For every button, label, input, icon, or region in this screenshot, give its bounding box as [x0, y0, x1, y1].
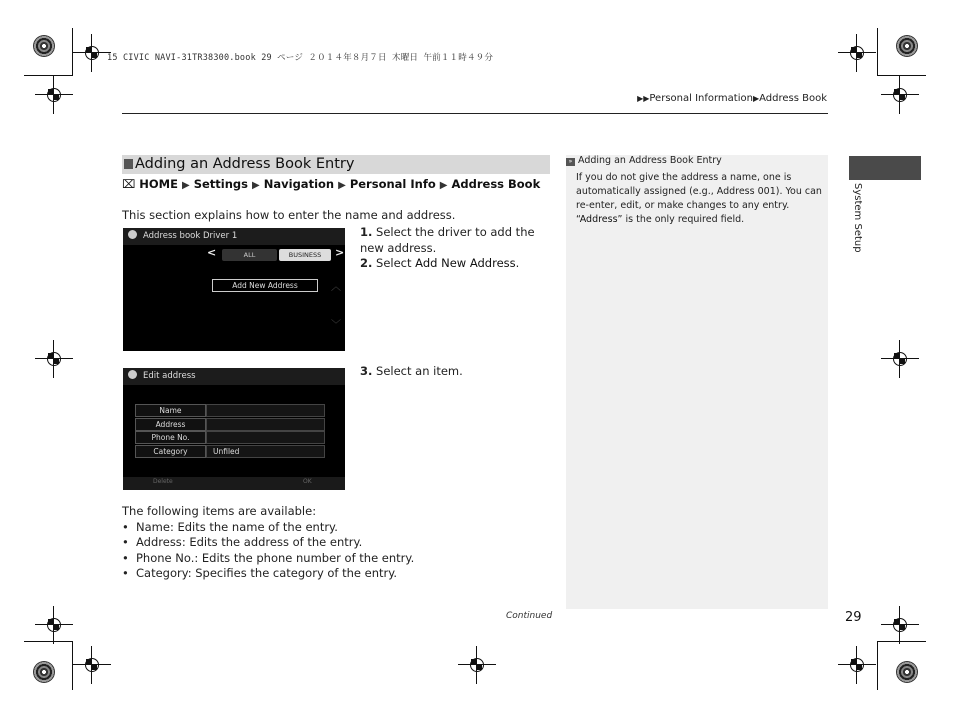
note-header — [566, 155, 722, 166]
note-body — [576, 171, 822, 227]
steps-list — [360, 225, 545, 272]
step-2 — [360, 256, 545, 272]
chapter-tab-label: System Setup — [852, 183, 863, 253]
screen-title-bar — [123, 368, 345, 385]
breadcrumb — [637, 93, 827, 104]
ok-button[interactable]: OK — [303, 478, 312, 485]
step-number: 2. — [360, 256, 373, 270]
crop-line — [72, 641, 73, 690]
step-text: . — [515, 256, 520, 270]
crop-line — [877, 28, 878, 76]
field-value[interactable] — [206, 431, 325, 444]
field-value[interactable] — [206, 418, 325, 431]
crosshair-mark — [43, 614, 65, 636]
step-number: 3. — [360, 364, 373, 378]
available-items — [122, 504, 414, 582]
chapter-tab — [849, 156, 921, 180]
tab-business[interactable]: BUSINESS — [279, 249, 331, 261]
crop-line — [24, 75, 73, 76]
field-label: Address — [135, 418, 206, 431]
breadcrumb-item: Address Book — [759, 93, 827, 104]
crosshair-mark — [43, 84, 65, 106]
note-text-1: If you do not give the address a name, one is automatically assigned (e.g., Address 001). You can re-enter, edit, or make changes to any entry. — [576, 172, 822, 211]
nav-path-separator: ▶ — [338, 180, 346, 191]
screen-title: Address book Driver 1 — [143, 231, 238, 241]
nav-path-separator: ▶ — [439, 180, 448, 191]
settings-icon — [128, 230, 137, 239]
crosshair-mark — [889, 348, 911, 370]
scroll-up-icon[interactable]: ︿ — [331, 282, 341, 293]
crosshair-mark — [43, 348, 65, 370]
continued-label: Continued — [506, 611, 553, 621]
breadcrumb-separator: ▶ — [752, 94, 760, 103]
field-label: Name — [135, 404, 206, 417]
nav-path-item: Personal Info — [349, 177, 436, 191]
crosshair-mark — [846, 654, 868, 676]
step-text: Select the driver to add the new address. — [360, 225, 535, 255]
item-desc: : Specifies the category of the entry. — [187, 566, 398, 580]
header-rule — [122, 113, 828, 114]
crop-line — [877, 75, 926, 76]
page-number: 29 — [845, 610, 862, 625]
registration-disc-top-right — [896, 35, 918, 57]
list-item — [122, 535, 414, 551]
settings-icon — [128, 370, 137, 379]
address-book-screen — [123, 228, 345, 351]
double-arrow-icon: » — [566, 158, 575, 166]
section-intro: This section explains how to enter the name and address. — [122, 208, 456, 222]
edit-address-screen — [123, 368, 345, 490]
nav-path-separator: ▶ — [182, 180, 190, 191]
step-text: Select — [376, 256, 416, 270]
nav-path-item: Address Book — [451, 177, 541, 191]
navigation-path — [122, 177, 540, 191]
item-desc: : Edits the name of the entry. — [169, 519, 338, 534]
nav-path-item: Navigation — [263, 177, 335, 191]
step-3 — [360, 364, 463, 378]
side-note — [566, 155, 828, 609]
nav-path-item: Settings — [193, 177, 249, 191]
section-title: Adding an Address Book Entry — [135, 156, 355, 172]
crop-line — [24, 641, 73, 642]
nav-path-item: HOME — [139, 177, 178, 191]
chevron-right-icon[interactable]: > — [335, 246, 345, 259]
crop-line — [877, 641, 878, 690]
item-desc: : Edits the address of the entry. — [181, 535, 363, 549]
item-term: Address — [136, 535, 182, 549]
scroll-down-icon[interactable]: ﹀ — [331, 320, 341, 331]
list-item — [122, 551, 414, 567]
note-text-2: ” is the only required field. — [617, 214, 745, 225]
step-1 — [360, 225, 545, 256]
menu-path-icon: ⌧ — [122, 177, 136, 191]
step-number: 1. — [360, 225, 373, 239]
print-header: 15 CIVIC NAVI-31TR38300.book 29 ページ ２０１４年８月７日 木曜日 午前１１時４９分 — [107, 53, 494, 63]
note-emphasis: Address — [579, 214, 618, 225]
available-list — [122, 520, 414, 582]
screen-footer — [123, 477, 345, 490]
section-square-icon — [124, 159, 133, 169]
chevron-left-icon[interactable]: < — [207, 246, 217, 259]
breadcrumb-prefix: ▶▶ — [637, 94, 650, 103]
crop-line — [877, 641, 926, 642]
step-emphasis: Add New Address — [415, 256, 516, 270]
list-item — [122, 520, 414, 536]
registration-disc-bottom-left — [33, 661, 55, 683]
field-label: Category — [135, 445, 206, 458]
add-new-address-button[interactable]: Add New Address — [212, 279, 318, 292]
note-title: Adding an Address Book Entry — [578, 155, 722, 166]
crosshair-mark — [889, 614, 911, 636]
registration-disc-top-left — [33, 35, 55, 57]
item-desc: : Edits the phone number of the entry. — [194, 550, 415, 565]
list-item — [122, 566, 414, 582]
section-title-bar — [122, 155, 550, 174]
registration-disc-bottom-right — [896, 661, 918, 683]
delete-button[interactable]: Delete — [153, 478, 173, 485]
field-label: Phone No. — [135, 431, 206, 444]
crosshair-mark — [846, 42, 868, 64]
crosshair-mark — [81, 42, 103, 64]
item-term: Category — [136, 566, 188, 580]
note-quote-open: “ — [576, 214, 580, 225]
tab-all[interactable]: ALL — [222, 249, 277, 261]
available-intro: The following items are available: — [122, 504, 317, 518]
screen-title-bar — [123, 228, 345, 245]
crosshair-mark — [81, 654, 103, 676]
crop-line — [72, 28, 73, 76]
step-text: Select an item. — [376, 364, 463, 378]
screen-title: Edit address — [143, 371, 196, 381]
field-value[interactable]: Unfiled — [206, 445, 325, 458]
category-tabs — [207, 248, 345, 262]
breadcrumb-item: Personal Information — [649, 93, 753, 104]
nav-path-separator: ▶ — [252, 180, 260, 191]
field-value[interactable] — [206, 404, 325, 417]
crosshair-mark — [889, 84, 911, 106]
item-term: Name — [136, 519, 170, 534]
item-term: Phone No. — [136, 550, 195, 565]
crosshair-mark — [466, 654, 488, 676]
